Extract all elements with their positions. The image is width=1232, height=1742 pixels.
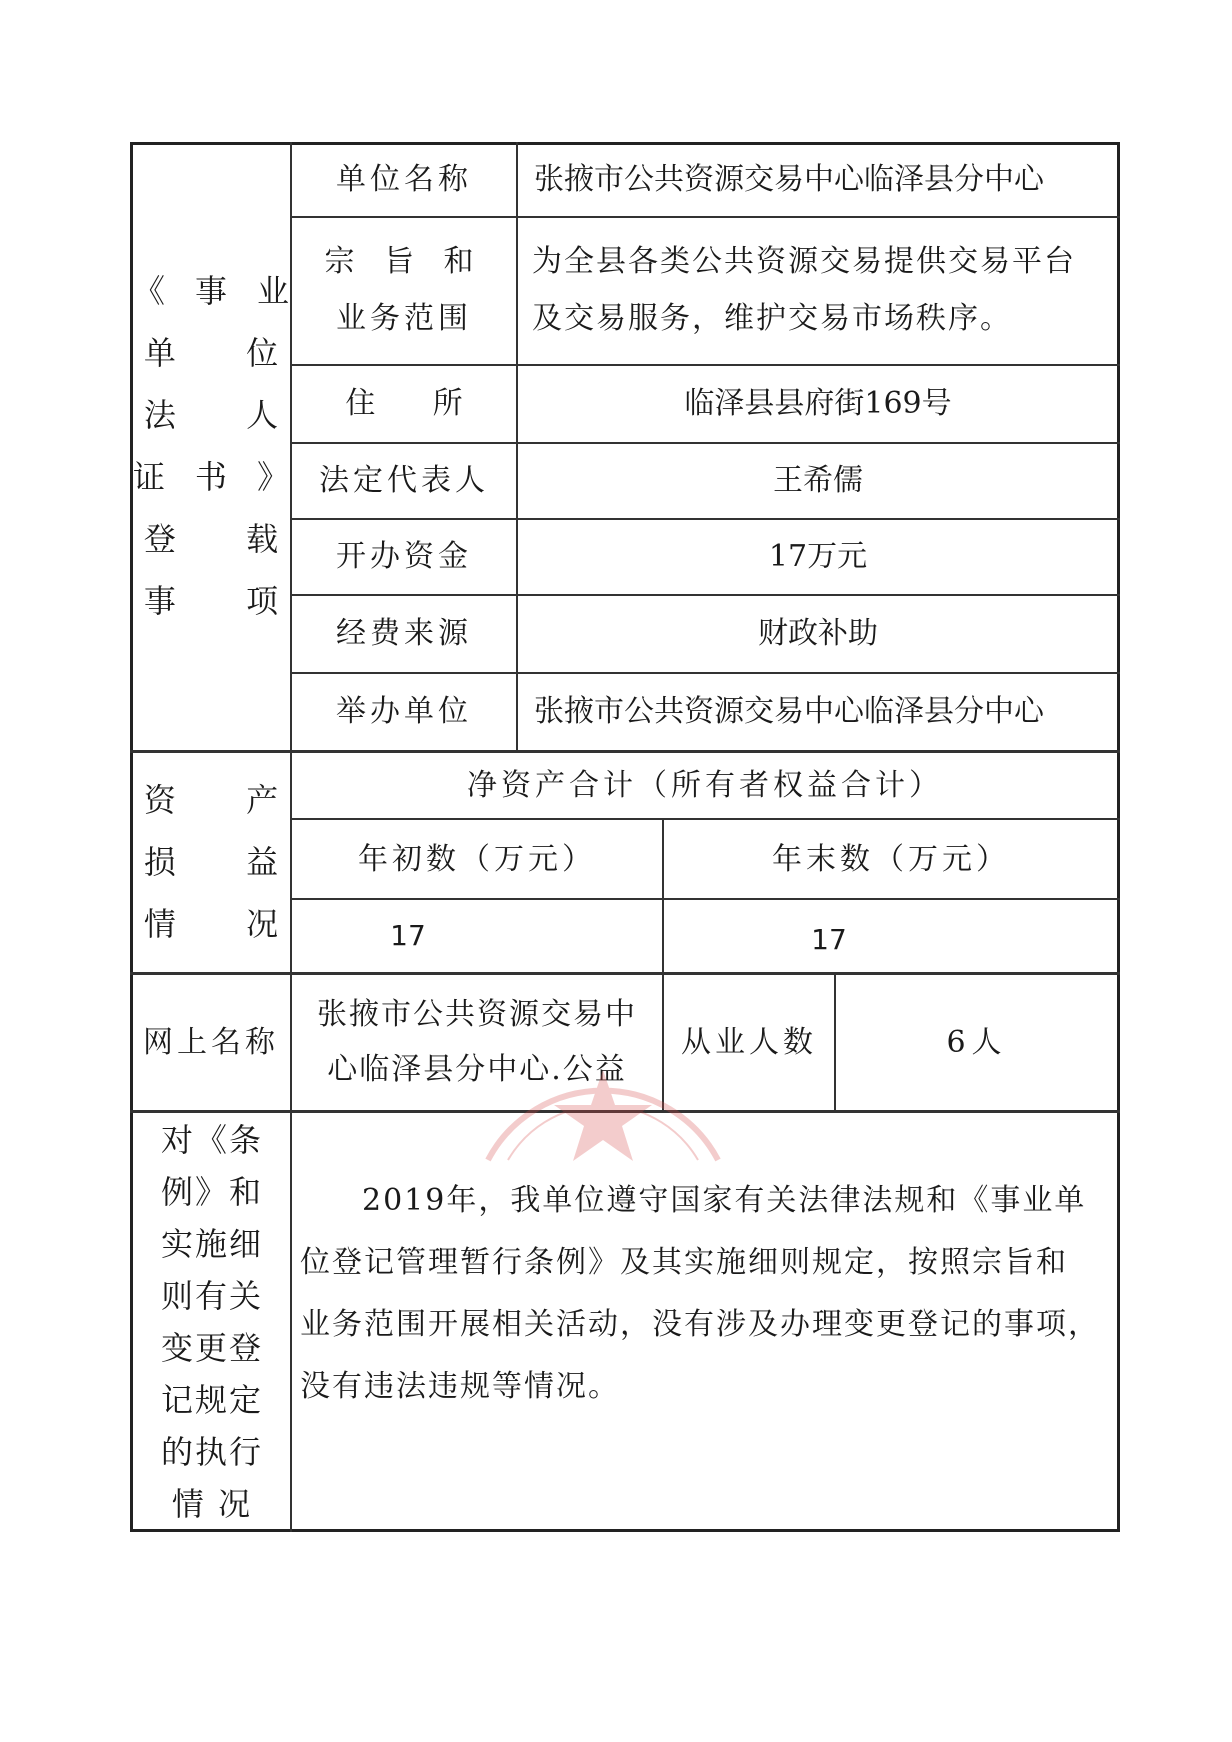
sponsor-value: 张掖市公共资源交易中心临泽县分中心 (534, 693, 1044, 729)
address-value: 临泽县县府街169号 (684, 385, 952, 421)
start-of-year-header: 年初数（万元） (358, 841, 596, 877)
legal-rep-label: 法定代表人 (319, 462, 489, 498)
address-label: 住 所 (345, 385, 463, 421)
staff-count-label: 从业人数 (681, 1024, 817, 1060)
capital-value: 17万元 (768, 538, 868, 574)
official-seal-icon (468, 960, 738, 1190)
section2-title: 资 产 损 益 情 况 (143, 781, 309, 943)
unit-name-label: 单位名称 (336, 161, 472, 197)
legal-rep-value: 王希儒 (773, 462, 863, 498)
end-of-year-value: 17 (811, 922, 847, 956)
compliance-paragraph: 2019年，我单位遵守国家有关法律法规和《事业单 位登记管理暂行条例》及其实施细则规定，按照宗旨和 业务范围开展相关活动，没有涉及办理变更登记的事项， 没有违法违规等情况。 (300, 1183, 1100, 1404)
purpose-label: 宗 旨 和 业务范围 (324, 244, 484, 336)
funding-source-label: 经费来源 (336, 615, 472, 651)
staff-count-value: 6人 (946, 1024, 1008, 1060)
online-name-value: 张掖市公共资源交易中 心临泽县分中心.公益 (317, 997, 637, 1087)
end-of-year-header: 年末数（万元） (772, 841, 1010, 877)
online-name-label: 网上名称 (143, 1024, 279, 1060)
start-of-year-value: 17 (390, 918, 426, 952)
unit-name-value: 张掖市公共资源交易中心临泽县分中心 (534, 161, 1044, 197)
capital-label: 开办资金 (336, 538, 472, 574)
net-assets-header: 净资产合计（所有者权益合计） (467, 767, 943, 803)
funding-source-value: 财政补助 (758, 615, 878, 651)
section4-title: 对《条 例》和 实施细 则有关 变更登 记规定 的执行 情 况 (160, 1121, 263, 1523)
sponsor-label: 举办单位 (336, 693, 472, 729)
section1-title: 《事业 单 位 法 人 证书》 登 载 事 项 (132, 272, 319, 620)
purpose-value: 为全县各类公共资源交易提供交易平台 及交易服务，维护交易市场秩序。 (532, 244, 1076, 336)
